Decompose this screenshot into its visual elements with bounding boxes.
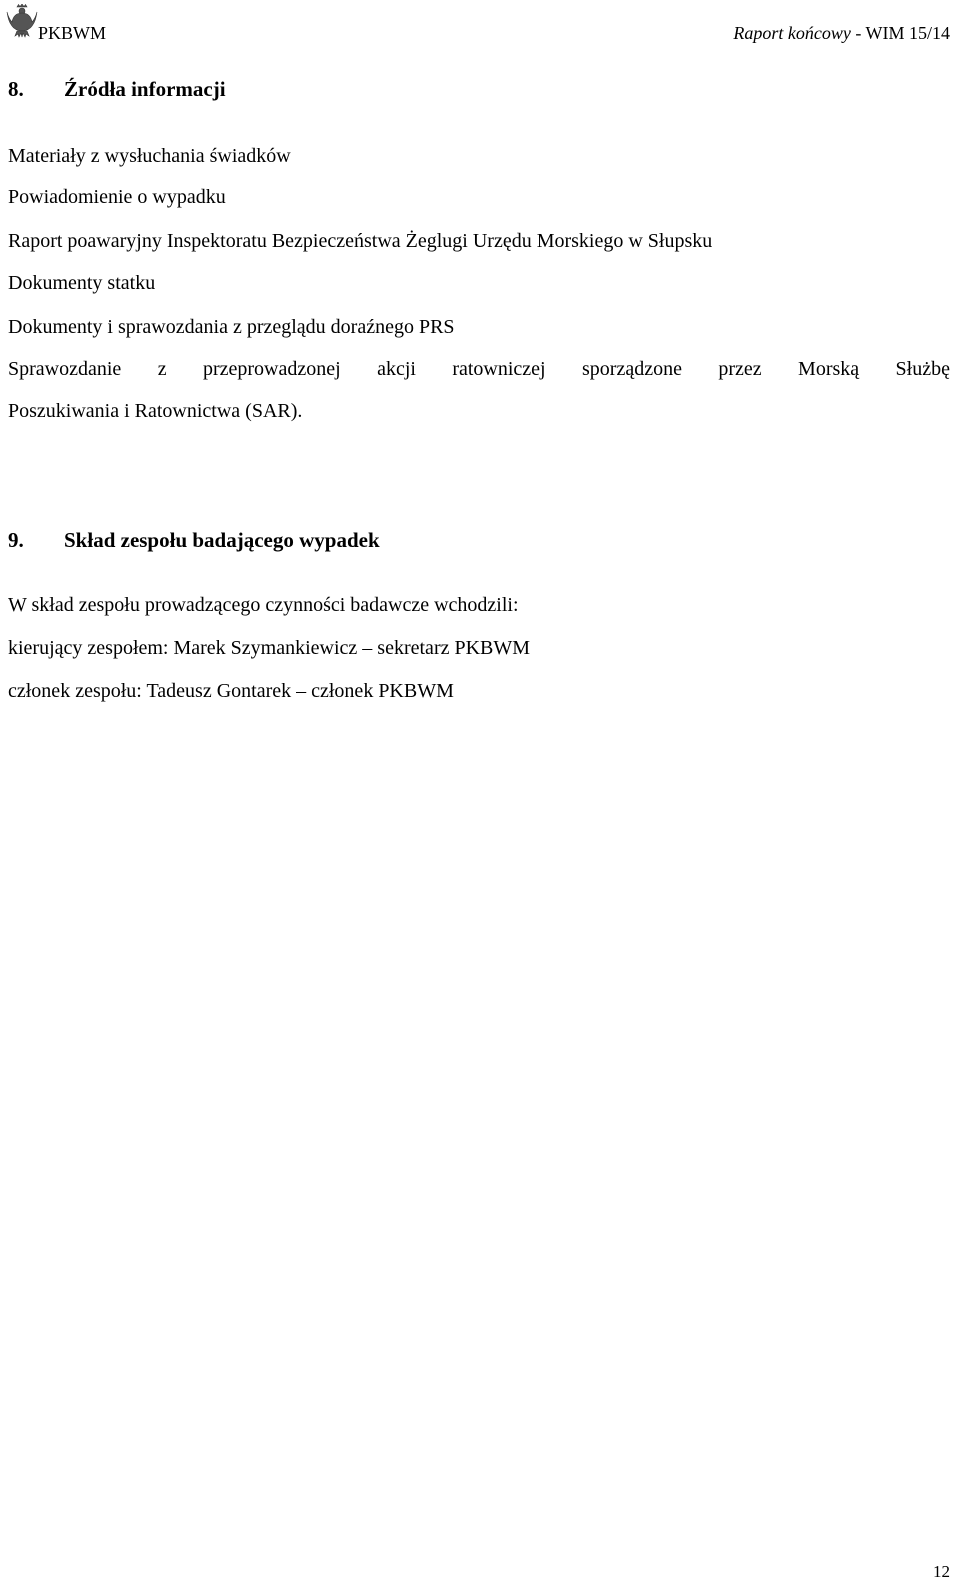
- report-reference: [733, 22, 950, 44]
- section-8-title: Źródła informacji: [64, 77, 226, 101]
- section-9-title: Skład zespołu badającego wypadek: [64, 528, 380, 552]
- source-item: Raport poawaryjny Inspektoratu Bezpieczeństwa Żeglugi Urzędu Morskiego w Słupsku: [8, 230, 713, 252]
- organization-name: PKBWM: [38, 23, 107, 43]
- source-item: Materiały z wysłuchania świadków: [8, 145, 291, 167]
- section-8-number: 8.: [8, 77, 24, 101]
- team-member: kierujący zespołem: Marek Szymankiewicz – sekretarz PKBWM: [8, 637, 531, 659]
- section-8-heading: [8, 76, 226, 102]
- source-item: Dokumenty statku: [8, 272, 156, 294]
- source-item: Powiadomienie o wypadku: [8, 186, 226, 208]
- team-intro: W skład zespołu prowadzącego czynności badawcze wchodzili:: [8, 594, 519, 616]
- page-number: 12: [933, 1562, 950, 1581]
- report-prefix: Raport końcowy: [733, 23, 851, 43]
- section-9-number: 9.: [8, 528, 24, 552]
- report-suffix: - WIM 15/14: [850, 23, 950, 43]
- polish-eagle-emblem-icon: [6, 4, 38, 38]
- team-member: członek zespołu: Tadeusz Gontarek – członek PKBWM: [8, 680, 454, 702]
- source-item-long-line-2: Poszukiwania i Ratownictwa (SAR).: [8, 400, 303, 422]
- section-9-heading: [8, 527, 380, 553]
- source-item: Dokumenty i sprawozdania z przeglądu doraźnego PRS: [8, 316, 455, 338]
- source-item-long-line-1: Sprawozdanie z przeprowadzonej akcji ratowniczej sporządzone przez Morską Służbę: [8, 358, 950, 380]
- page-header: [6, 4, 954, 44]
